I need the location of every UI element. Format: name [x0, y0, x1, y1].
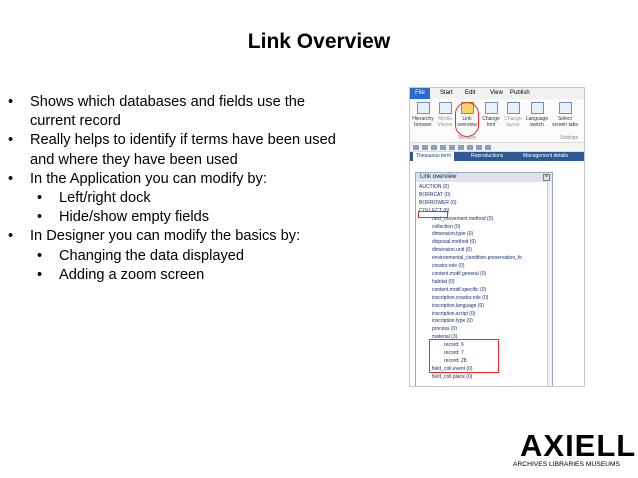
- scrollbar[interactable]: [547, 182, 552, 387]
- font-icon: [485, 102, 498, 114]
- tree-item[interactable]: record: 6: [444, 342, 464, 349]
- bullet-item: • In the Application you can modify by:: [8, 170, 378, 189]
- axiell-logo: AXIELL: [520, 428, 637, 463]
- media-viewer-button[interactable]: Media Viewer: [435, 102, 455, 128]
- layout-icon: [507, 102, 520, 114]
- change-layout-button[interactable]: Change layout: [502, 102, 524, 128]
- close-icon[interactable]: ×: [543, 174, 550, 181]
- tab-thesaurus-term[interactable]: Thesaurus term: [413, 152, 454, 161]
- nav-icon[interactable]: [476, 145, 482, 150]
- menu-edit[interactable]: Edit: [465, 90, 476, 96]
- app-screenshot: [409, 87, 585, 387]
- panel-title: Link overview: [420, 174, 457, 180]
- link-overview-button[interactable]: Link overview: [456, 102, 478, 128]
- change-font-button[interactable]: Change font: [481, 102, 501, 128]
- tree-item[interactable]: content.motif.specific (0): [432, 286, 487, 293]
- nav-icon[interactable]: [467, 145, 473, 150]
- tree-item[interactable]: process (0): [432, 326, 458, 333]
- quick-toolbar: [410, 143, 584, 152]
- tree-item[interactable]: inscription.script (0): [432, 310, 476, 317]
- highlight-circle: [455, 102, 479, 137]
- tree-item[interactable]: dimension.type (0): [432, 231, 474, 238]
- language-icon: [531, 102, 544, 114]
- nav-icon[interactable]: [485, 145, 491, 150]
- menu-view[interactable]: View: [490, 90, 503, 96]
- bullet-item: current record: [30, 113, 121, 130]
- panel-header: [416, 173, 552, 182]
- media-icon: [439, 102, 452, 114]
- tree-item[interactable]: AUCTION (0): [419, 184, 449, 190]
- menu-publish[interactable]: Publish: [510, 90, 530, 96]
- tree-item[interactable]: record: 28: [444, 357, 467, 364]
- bullet-item: • In Designer you can modify the basics by:: [8, 227, 378, 246]
- record-tabs: [410, 152, 584, 161]
- nav-icon[interactable]: [440, 145, 446, 150]
- tree-item[interactable]: field_coll.place (0): [432, 373, 473, 380]
- logo-tagline: ARCHIVES LIBRARIES MUSEUMS: [513, 461, 621, 468]
- tree-item[interactable]: environmental_condition.preservation_fo: [432, 255, 523, 262]
- settings-group-label: Settings: [560, 135, 579, 141]
- tabs-icon: [559, 102, 572, 114]
- tree-item[interactable]: field_coll.event (0): [432, 365, 473, 372]
- highlight-box-material: [429, 339, 499, 373]
- tree-item[interactable]: habitat (0): [432, 278, 455, 285]
- bullet-item: • Adding a zoom screen: [8, 266, 378, 285]
- nav-icon[interactable]: [422, 145, 428, 150]
- bullet-item: • Really helps to identify if terms have been used: [8, 131, 378, 150]
- bullet-item: • Shows which databases and fields use the: [8, 93, 378, 112]
- slide-title: Link Overview: [247, 30, 391, 53]
- tree-item[interactable]: content.motif.general (0): [432, 270, 487, 277]
- highlight-box-collect: [418, 211, 448, 218]
- tree-item[interactable]: COLLECT (6): [419, 207, 450, 214]
- bullet-item: • Left/right dock: [8, 189, 378, 208]
- bullet-item: • Changing the data displayed: [8, 247, 378, 266]
- menu-file[interactable]: File: [410, 88, 430, 99]
- language-switch-button[interactable]: Language switch: [525, 102, 549, 128]
- menu-bar: [410, 88, 584, 99]
- ribbon: [410, 99, 584, 143]
- tree-item[interactable]: BORROWER (0): [419, 199, 457, 206]
- nav-icon[interactable]: [449, 145, 455, 150]
- bullet-item: and where they have been used: [30, 151, 238, 168]
- tree-item[interactable]: next_movement.method (0): [432, 215, 494, 222]
- tree-item[interactable]: disposal.method (0): [432, 239, 476, 246]
- tree-item[interactable]: dimension.unit (0): [432, 247, 472, 254]
- select-screen-tabs-button[interactable]: Select screen tabs: [550, 102, 580, 128]
- hierarchy-browser-button[interactable]: Hierarchy browser: [412, 102, 434, 128]
- viewers-group-label: Viewers: [458, 135, 476, 141]
- tree-item[interactable]: record: 7: [444, 350, 464, 357]
- hierarchy-icon: [417, 102, 430, 114]
- tree-item[interactable]: BORRCAT (0): [419, 191, 451, 198]
- tab-reproductions[interactable]: Reproductions: [471, 153, 504, 159]
- nav-icon[interactable]: [458, 145, 464, 150]
- menu-start[interactable]: Start: [440, 90, 453, 96]
- bullet-item: • Hide/show empty fields: [8, 208, 378, 227]
- tree-item[interactable]: creator.role (0): [432, 263, 465, 270]
- tree-item[interactable]: inscription.language (0): [432, 302, 484, 309]
- bullet-list: [8, 93, 378, 285]
- tree-item[interactable]: material (3): [432, 334, 458, 341]
- tab-management-details[interactable]: Management details: [523, 153, 569, 159]
- nav-icon[interactable]: [431, 145, 437, 150]
- link-overview-panel: [415, 172, 553, 387]
- tree-item[interactable]: inscription.type (0): [432, 318, 473, 325]
- tree-item[interactable]: collection (0): [432, 223, 461, 230]
- tree-item[interactable]: inscription.creator.role (0): [432, 294, 489, 301]
- home-icon[interactable]: [413, 145, 419, 150]
